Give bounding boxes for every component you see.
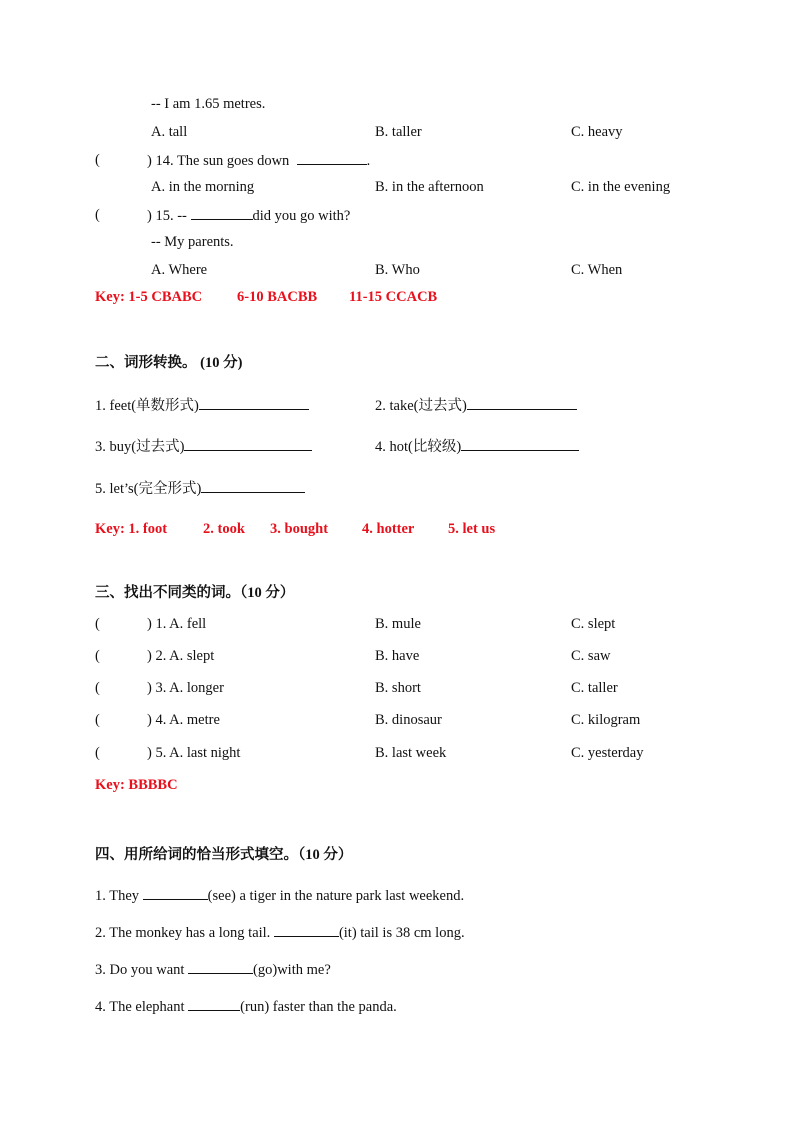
q13-option-c: C. heavy	[571, 124, 623, 140]
section2-item-3-blank[interactable]	[184, 437, 312, 451]
section2-item-2-text: 2. take(过去式)	[375, 398, 467, 414]
section3-row	[0, 647, 793, 665]
section4-item-3	[0, 960, 793, 978]
q14-text-end: .	[366, 153, 371, 169]
q13-answer-line: -- I am 1.65 metres.	[151, 96, 266, 112]
section3-heading: 三、找出不同类的词。（10 分）	[95, 585, 295, 601]
section4-item-1-before: 1. They	[95, 888, 143, 904]
section1-key	[0, 288, 793, 306]
section3-row	[0, 679, 793, 697]
answer-paren[interactable]: (	[95, 712, 100, 728]
q13-option-a: A. tall	[151, 124, 188, 140]
q15-blank[interactable]	[191, 206, 253, 220]
answer-paren[interactable]: (	[95, 616, 100, 632]
option-a: ) 5. A. last night	[147, 745, 241, 761]
section4-item-1-after: (see) a tiger in the nature park last weekend.	[207, 888, 465, 904]
section3-row	[0, 615, 793, 633]
section3-row	[0, 711, 793, 729]
key-item-2: 2. took	[203, 521, 245, 537]
section2-item-2	[375, 396, 577, 415]
option-b: B. short	[375, 680, 421, 696]
option-b: B. last week	[375, 745, 447, 761]
answer-paren[interactable]: (	[95, 648, 100, 664]
option-a: ) 4. A. metre	[147, 712, 220, 728]
option-b: B. mule	[375, 616, 421, 632]
section2-item-5-text: 5. let’s(完全形式)	[95, 481, 202, 497]
key-item-3: 3. bought	[270, 521, 329, 537]
section4-item-1	[0, 886, 793, 904]
section4-item-3-blank[interactable]	[188, 960, 253, 974]
option-b: B. have	[375, 648, 420, 664]
q14-question	[147, 151, 370, 170]
section4-item-4-blank[interactable]	[188, 997, 240, 1011]
section2-item-3-text: 3. buy(过去式)	[95, 439, 185, 455]
section4-item-2-blank[interactable]	[274, 923, 339, 937]
section2-item-4-text: 4. hot(比较级)	[375, 439, 462, 455]
section2-item-1-blank[interactable]	[199, 396, 309, 410]
section3-row	[0, 744, 793, 762]
section2-item-4-blank[interactable]	[461, 437, 579, 451]
q15-answer-row	[0, 233, 793, 251]
option-c: C. slept	[571, 616, 616, 632]
option-a: ) 2. A. slept	[147, 648, 215, 664]
q15-text: ) 15. --	[147, 208, 187, 224]
answer-paren[interactable]: (	[95, 745, 100, 761]
q15-question	[147, 206, 350, 225]
section4-item-3-before: 3. Do you want	[95, 962, 189, 978]
q14-row	[0, 151, 793, 169]
section2-item-1	[95, 396, 309, 415]
section2-heading: 二、词形转换。 (10 分)	[95, 355, 243, 371]
section4-item-4-after: (run) faster than the panda.	[240, 999, 397, 1015]
option-c: C. saw	[571, 648, 611, 664]
section2-key	[0, 520, 793, 538]
option-c: C. taller	[571, 680, 618, 696]
section4-item-2	[0, 923, 793, 941]
section3-key-row	[0, 776, 793, 794]
section2-item-3	[95, 437, 312, 456]
section2-item-5	[95, 479, 305, 498]
section2-row-1	[0, 396, 793, 414]
section3-heading-row	[0, 584, 793, 602]
q13-option-b: B. taller	[375, 124, 422, 140]
section2-row-2	[0, 437, 793, 455]
section4-item-3-after: (go)with me?	[253, 962, 331, 978]
q14-paren: (	[95, 152, 100, 168]
key-item-1: Key: 1. foot	[95, 521, 168, 537]
option-c: C. yesterday	[571, 745, 644, 761]
q14-blank[interactable]	[297, 151, 367, 165]
section3-key: Key: BBBBC	[95, 777, 178, 793]
key-item-4: 4. hotter	[362, 521, 415, 537]
section2-heading-row	[0, 354, 793, 372]
q15-paren: (	[95, 207, 100, 223]
option-a: ) 1. A. fell	[147, 616, 207, 632]
section2-row-3	[0, 479, 793, 497]
key-1-5: Key: 1-5 CBABC	[95, 289, 203, 305]
q15-options-row	[0, 261, 793, 279]
q15-answer-line: -- My parents.	[151, 234, 234, 250]
option-c: C. kilogram	[571, 712, 641, 728]
section4-item-3-text	[95, 960, 331, 979]
option-b: B. dinosaur	[375, 712, 442, 728]
q15-text-end: did you go with?	[252, 208, 351, 224]
section4-item-2-before: 2. The monkey has a long tail.	[95, 925, 274, 941]
key-item-5: 5. let us	[448, 521, 496, 537]
section4-heading: 四、用所给词的恰当形式填空。（10 分）	[95, 847, 353, 863]
q14-options-row	[0, 178, 793, 196]
section2-item-2-blank[interactable]	[467, 396, 577, 410]
section4-item-4	[0, 997, 793, 1015]
section4-heading-row	[0, 846, 793, 864]
q13-options-row	[0, 123, 793, 141]
section4-item-4-text	[95, 997, 397, 1016]
key-6-10: 6-10 BACBB	[237, 289, 318, 305]
section2-item-4	[375, 437, 579, 456]
q14-option-c: C. in the evening	[571, 179, 671, 195]
q15-option-b: B. Who	[375, 262, 420, 278]
answer-paren[interactable]: (	[95, 680, 100, 696]
q14-option-a: A. in the morning	[151, 179, 255, 195]
q15-option-a: A. Where	[151, 262, 208, 278]
q14-option-b: B. in the afternoon	[375, 179, 484, 195]
section4-item-1-text	[95, 886, 464, 905]
q13-answer-row	[0, 95, 793, 113]
q14-text: ) 14. The sun goes down	[147, 153, 290, 169]
section4-item-4-before: 4. The elephant	[95, 999, 189, 1015]
section2-item-1-text: 1. feet(单数形式)	[95, 398, 199, 414]
q15-row	[0, 206, 793, 224]
q15-option-c: C. When	[571, 262, 623, 278]
option-a: ) 3. A. longer	[147, 680, 224, 696]
section4-item-2-after: (it) tail is 38 cm long.	[338, 925, 465, 941]
key-11-15: 11-15 CCACB	[349, 289, 438, 305]
section4-item-2-text	[95, 923, 465, 942]
section2-item-5-blank[interactable]	[201, 479, 305, 493]
section4-item-1-blank[interactable]	[143, 886, 208, 900]
